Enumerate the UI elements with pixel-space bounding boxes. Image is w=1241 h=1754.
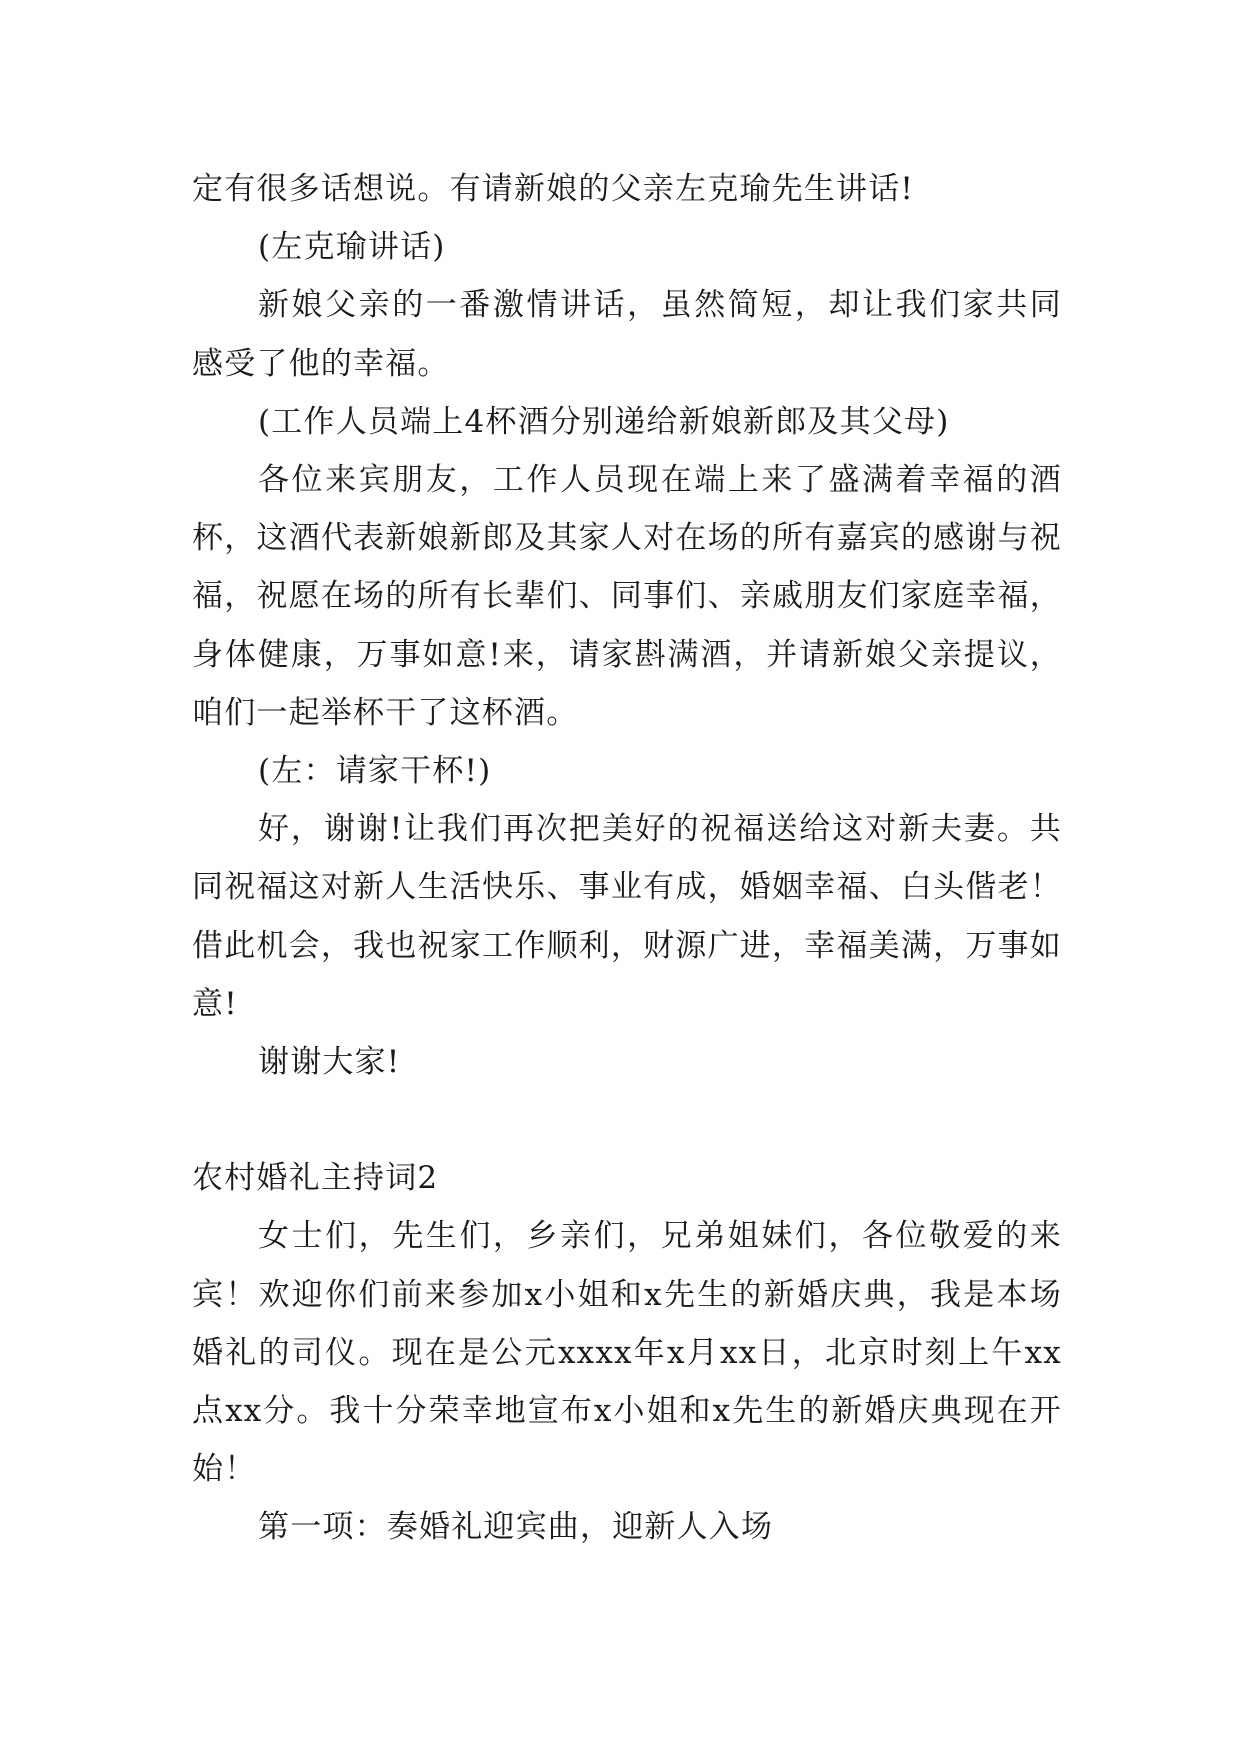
document-body [192,160,1062,1557]
section-title: 农村婚礼主持词2 [192,1160,439,1197]
paragraph: 定有很多话想说。有请新娘的父亲左克瑜先生讲话! [192,171,915,207]
paragraph: 新娘父亲的一番激情讲话，虽然简短，却让我们家共同感受了他的幸福。 [192,287,1062,382]
paragraph: (左：请家干杯!) [258,753,492,790]
paragraph: (工作人员端上4杯酒分别递给新娘新郎及其父母) [258,403,950,440]
paragraph: 谢谢大家! [258,1044,401,1081]
paragraph: 各位来宾朋友，工作人员现在端上来了盛满着幸福的酒杯，这酒代表新娘新郎及其家人对在场的所有嘉宾的感谢与祝福，祝愿在场的所有长辈们、同事们、亲戚朋友们家庭幸福，身体健康，万事如意!来，请家斟满酒，并请新娘父亲提议，咱们一起举杯干了这杯酒。 [192,462,1062,731]
paragraph: 女士们，先生们，乡亲们，兄弟姐妹们，各位敬爱的来宾！欢迎你们前来参加x小姐和x先生的新婚庆典，我是本场婚礼的司仪。现在是公元xxxx年x月xx日，北京时刻上午xx点xx分。我十分荣幸地宣布x小姐和x先生的新婚庆典现在开始！ [192,1218,1062,1488]
paragraph: 第一项：奏婚礼迎宾曲，迎新人入场 [258,1509,774,1546]
paragraph: (左克瑜讲话) [258,229,446,266]
paragraph: 好，谢谢!让我们再次把美好的祝福送给这对新夫妻。共同祝福这对新人生活快乐、事业有成，婚姻幸福、白头偕老！借此机会，我也祝家工作顺利，财源广进，幸福美满，万事如意! [192,811,1062,1022]
